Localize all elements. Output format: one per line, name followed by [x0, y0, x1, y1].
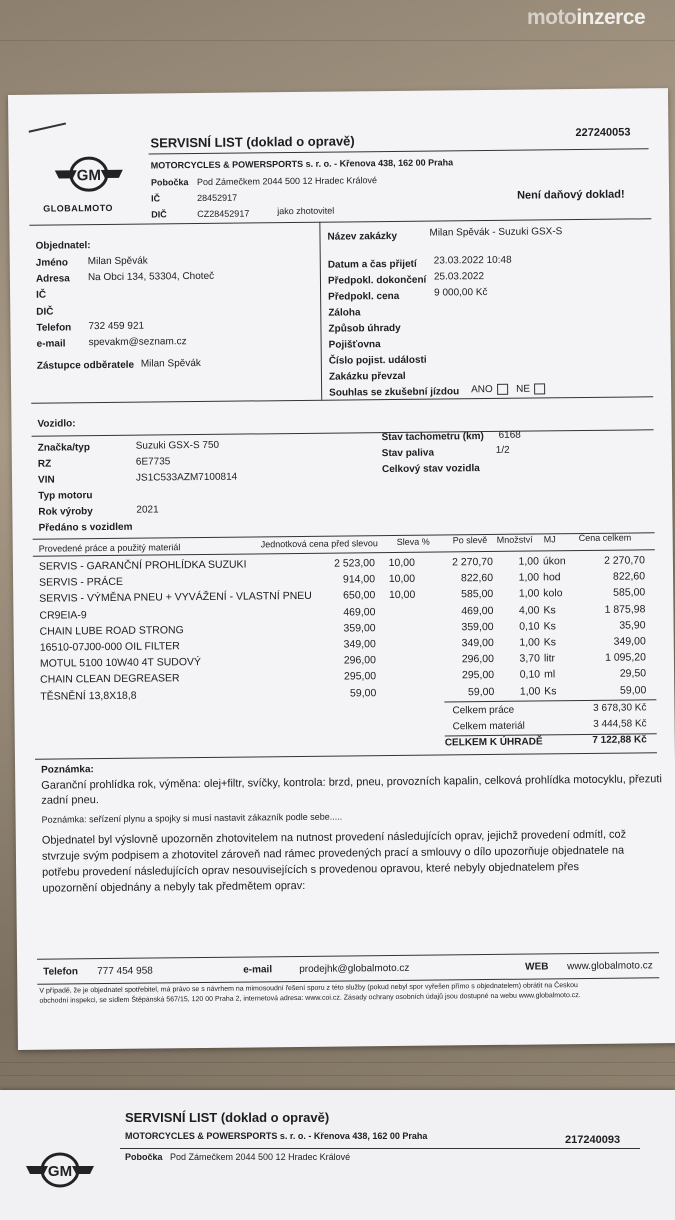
customer-address: Na Obci 134, 53304, Choteč	[88, 271, 214, 283]
order-date-label: Datum a čas přijetí	[328, 259, 417, 271]
cell-desc: CR9EIA-9	[39, 609, 86, 621]
col-total-header: Cena celkem	[579, 532, 632, 543]
cell-total: 585,00	[579, 587, 645, 600]
watermark	[527, 6, 645, 30]
table-row	[8, 88, 668, 95]
test-ride-label: Souhlas se zkušební jízdou	[329, 386, 459, 398]
order-name-label: Název zakázky	[327, 231, 397, 243]
cell-after: 585,00	[431, 588, 493, 601]
cell-qty: 1,00	[504, 685, 540, 697]
col-unit-header: Jednotková cena před slevou	[261, 538, 378, 549]
notes-heading: Poznámka:	[41, 764, 94, 776]
disclaimer-line4: upozornění objednány a nebyly tak předmětem oprav:	[42, 880, 305, 895]
cell-total: 29,50	[580, 668, 646, 681]
document-number-2: 217240093	[565, 1134, 620, 1146]
cell-mj: litr	[544, 652, 574, 664]
disclaimer-line2: stvrzuje svým podpisem a zhotovitel zároveň nad rámec provedených prací a smlouvy o dílo upozorňuje objednatele na	[42, 845, 624, 863]
work-total-label: Celkem práce	[452, 705, 514, 717]
handed-label: Předáno s vozidlem	[38, 522, 132, 534]
cell-unit: 2 523,00	[313, 557, 375, 570]
table-row	[8, 88, 668, 95]
order-insurance-label: Pojišťovna	[329, 339, 381, 351]
work-total: 3 678,30 Kč	[574, 702, 646, 714]
footer-email: prodejhk@globalmoto.cz	[299, 963, 409, 975]
order-finish-label: Předpokl. dokončení	[328, 275, 426, 287]
footer-phone: 777 454 958	[97, 966, 153, 978]
grand-total: 7 122,88 Kč	[575, 734, 647, 746]
customer-ic-label: IČ	[36, 290, 46, 301]
cell-qty: 4,00	[503, 604, 539, 616]
company-line: MOTORCYCLES & POWERSPORTS s. r. o. - Křenova 438, 162 00 Praha	[151, 157, 454, 170]
customer-address-label: Adresa	[36, 273, 70, 284]
year-value: 2021	[136, 504, 158, 515]
cell-qty: 1,00	[503, 555, 539, 567]
customer-name-label: Jméno	[36, 257, 68, 268]
divider	[35, 752, 657, 760]
col-after-header: Po slevě	[453, 535, 488, 545]
cell-mj: kolo	[543, 587, 573, 599]
notes-line2: zadní pneu.	[41, 793, 99, 809]
customer-email-label: e-mail	[37, 338, 66, 349]
fuel-value: 1/2	[496, 445, 510, 456]
order-claim-label: Číslo pojist. události	[329, 355, 427, 367]
cell-mj: Ks	[544, 620, 574, 632]
disclaimer-line3: potřebu provedení následujících oprav nesouvisejících s provedenou opravou, které nebyly objednatelem přes	[42, 861, 579, 879]
globalmoto-logo-icon	[49, 152, 130, 203]
customer-name: Milan Spěvák	[88, 256, 148, 268]
service-sheet	[8, 88, 675, 1050]
no-checkbox[interactable]	[534, 383, 545, 394]
document-title-2: SERVISNÍ LIST (doklad o opravě)	[125, 1110, 329, 1125]
footer-phone-label: Telefon	[43, 966, 78, 977]
dic-label: DIČ	[151, 209, 167, 219]
notes-line3: Poznámka: seřízení plynu a spojky si musí nastavit zákazník podle sebe.....	[42, 812, 343, 825]
divider	[37, 952, 659, 960]
rz-value: 6E7735	[136, 456, 171, 467]
company-line-2: MOTORCYCLES & POWERSPORTS s. r. o. - Křenova 438, 162 00 Praha	[125, 1131, 427, 1141]
no-label: NE	[516, 384, 530, 395]
cell-mj: Ks	[544, 636, 574, 648]
cell-qty: 1,00	[504, 636, 540, 648]
table-row	[8, 88, 668, 95]
legal-line1: V případě, že je objednatel spotřebitel, má právo se s návrhem na mimosoudní řešení sporu z této služby (pokud nebyl spor vyřešen přímo s objednatelem) obrátit na Českou	[39, 982, 578, 995]
col-mj-header: MJ	[544, 534, 556, 544]
material-total-label: Celkem materiál	[453, 721, 525, 733]
wood-grain	[0, 40, 675, 41]
year-label: Rok výroby	[38, 506, 93, 518]
cell-qty: 0,10	[504, 669, 540, 681]
cell-unit: 349,00	[314, 638, 376, 651]
cell-after: 2 270,70	[431, 556, 493, 569]
cell-qty: 1,00	[503, 572, 539, 584]
wood-grain	[0, 1062, 675, 1063]
rep-label: Zástupce odběratele	[37, 360, 134, 372]
legal-line2: obchodní inspekci, se sídlem Štěpánská 567/15, 120 00 Praha 2, internetová adresa: www.coi.cz. Zásady ochrany osobních údajů jsou dostupné na webu www.globalmoto.cz.	[39, 992, 580, 1005]
cell-unit: 296,00	[314, 654, 376, 667]
disclaimer-line1: Objednatel byl výslovně upozorněn zhotovitelem na nutnost provedení následujících oprav, jejichž provedení odmítl, což	[42, 829, 626, 847]
cell-unit: 650,00	[313, 590, 375, 603]
order-payment-label: Způsob úhrady	[328, 323, 400, 335]
cell-after: 469,00	[431, 605, 493, 618]
cell-unit: 914,00	[313, 573, 375, 586]
items-table-body	[8, 88, 668, 95]
customer-email: spevakm@seznam.cz	[89, 336, 187, 348]
cell-after: 296,00	[432, 653, 494, 666]
yes-label: ANO	[471, 384, 493, 395]
vehicle-state-label: Celkový stav vozidla	[382, 463, 480, 475]
customer-dic-label: DIČ	[36, 307, 53, 318]
divider	[29, 218, 651, 226]
cell-disc: 10,00	[379, 573, 415, 585]
cell-after: 59,00	[432, 686, 494, 699]
cell-desc: SERVIS - GARANČNÍ PROHLÍDKA SUZUKI	[39, 559, 247, 573]
vin-value: JS1C533AZM7100814	[136, 472, 237, 484]
dic-value: CZ28452917	[197, 208, 249, 219]
cell-total: 349,00	[580, 635, 646, 648]
divider	[120, 1148, 640, 1149]
vehicle-heading: Vozidlo:	[37, 418, 75, 429]
vin-label: VIN	[38, 475, 55, 486]
cell-unit: 59,00	[314, 687, 376, 700]
cell-after: 822,60	[431, 572, 493, 585]
order-price: 9 000,00 Kč	[434, 287, 487, 299]
branch-label-2: Pobočka	[125, 1152, 163, 1162]
cell-mj: Ks	[543, 604, 573, 616]
order-name: Milan Spěvák - Suzuki GSX-S	[429, 226, 562, 238]
footer-email-label: e-mail	[243, 964, 272, 975]
order-price-label: Předpokl. cena	[328, 291, 399, 303]
cell-desc: CHAIN CLEAN DEGREASER	[40, 673, 180, 686]
cell-total: 59,00	[580, 684, 646, 697]
cell-qty: 0,10	[504, 620, 540, 632]
cell-desc: 16510-07J00-000 OIL FILTER	[40, 640, 180, 653]
customer-heading: Objednatel:	[36, 240, 91, 252]
globalmoto-logo-icon	[20, 1148, 100, 1198]
col-disc-header: Sleva %	[397, 537, 430, 547]
rz-label: RZ	[38, 459, 51, 470]
footer-web-label: WEB	[525, 961, 548, 972]
cell-after: 295,00	[432, 669, 494, 682]
cell-disc: 10,00	[379, 589, 415, 601]
brand-value: Suzuki GSX-S 750	[136, 440, 219, 452]
document-title: SERVISNÍ LIST (doklad o opravě)	[150, 133, 354, 150]
test-ride-options	[471, 383, 545, 395]
material-total: 3 444,58 Kč	[575, 718, 647, 730]
contractor-note: jako zhotovitel	[277, 206, 334, 217]
cell-disc: 10,00	[379, 557, 415, 569]
cell-mj: Ks	[544, 685, 574, 697]
table-row	[8, 88, 668, 95]
order-transfer-label: Zakázku převzal	[329, 371, 406, 383]
order-date: 23.03.2022 10:48	[434, 255, 512, 267]
cell-total: 822,60	[579, 571, 645, 584]
cell-mj: ml	[544, 668, 574, 680]
pen-mark	[29, 122, 67, 132]
engine-label: Typ motoru	[38, 490, 92, 502]
fuel-label: Stav paliva	[382, 448, 434, 460]
branch-address: Pod Zámečkem 2044 500 12 Hradec Králové	[197, 175, 377, 187]
second-service-sheet	[0, 1090, 675, 1220]
cell-total: 35,90	[580, 619, 646, 632]
table-row	[8, 88, 668, 95]
watermark-part2: inzerce	[576, 6, 645, 29]
yes-checkbox[interactable]	[497, 384, 508, 395]
brand-label: Značka/typ	[38, 442, 90, 454]
branch-address-2: Pod Zámečkem 2044 500 12 Hradec Králové	[170, 1152, 350, 1162]
cell-after: 359,00	[432, 621, 494, 634]
cell-desc: MOTUL 5100 10W40 4T SUDOVÝ	[40, 656, 201, 670]
grand-total-label: CELKEM K ÚHRADĚ	[445, 736, 543, 748]
footer-web: www.globalmoto.cz	[567, 960, 653, 972]
col-qty-header: Množství	[497, 535, 533, 545]
svg-text:GM: GM	[48, 1163, 72, 1180]
document-number: 227240053	[575, 126, 630, 139]
table-row	[8, 88, 668, 95]
cell-unit: 295,00	[314, 671, 376, 684]
ic-label: IČ	[151, 193, 160, 203]
svg-text:GM: GM	[77, 167, 101, 184]
ic-value: 28452917	[197, 193, 237, 203]
cell-unit: 469,00	[313, 606, 375, 619]
divider	[32, 429, 654, 437]
table-row	[8, 88, 668, 95]
cell-after: 349,00	[432, 637, 494, 650]
cell-unit: 359,00	[314, 622, 376, 635]
branch-label: Pobočka	[151, 177, 189, 187]
cell-desc: SERVIS - VÝMĚNA PNEU + VYVÁŽENÍ - VLASTNÍ PNEU	[39, 590, 312, 605]
notes-line1: Garanční prohlídka rok, výměna: olej+filtr, svíčky, kontrola: brzd, pneu, provozních kapalin, celková prohlídka motocyklu, přezuti	[41, 772, 662, 793]
no-tax-notice: Není daňový doklad!	[517, 189, 625, 202]
odometer-label: Stav tachometru (km)	[382, 431, 484, 443]
divider	[319, 222, 322, 400]
cell-mj: úkon	[543, 555, 573, 567]
odometer-value: 6168	[499, 430, 521, 441]
order-deposit-label: Záloha	[328, 307, 360, 318]
order-finish: 25.03.2022	[434, 271, 484, 283]
customer-phone: 732 459 921	[88, 321, 144, 333]
cell-qty: 1,00	[503, 588, 539, 600]
cell-qty: 3,70	[504, 653, 540, 665]
cell-total: 1 095,20	[580, 652, 646, 665]
rep-name: Milan Spěvák	[141, 358, 201, 370]
cell-mj: hod	[543, 571, 573, 583]
logo-text: GLOBALMOTO	[43, 203, 113, 214]
cell-total: 2 270,70	[579, 554, 645, 567]
table-row	[8, 88, 668, 95]
cell-desc: SERVIS - PRÁCE	[39, 576, 123, 589]
cell-desc: TĚSNĚNÍ 13,8X18,8	[40, 689, 136, 702]
wood-grain	[0, 1075, 675, 1076]
col-desc-header: Provedené práce a použitý materiál	[39, 542, 181, 553]
customer-phone-label: Telefon	[36, 322, 71, 333]
table-row	[8, 88, 668, 95]
watermark-part1: moto	[527, 6, 576, 29]
cell-total: 1 875,98	[579, 603, 645, 616]
cell-desc: CHAIN LUBE ROAD STRONG	[40, 624, 184, 638]
